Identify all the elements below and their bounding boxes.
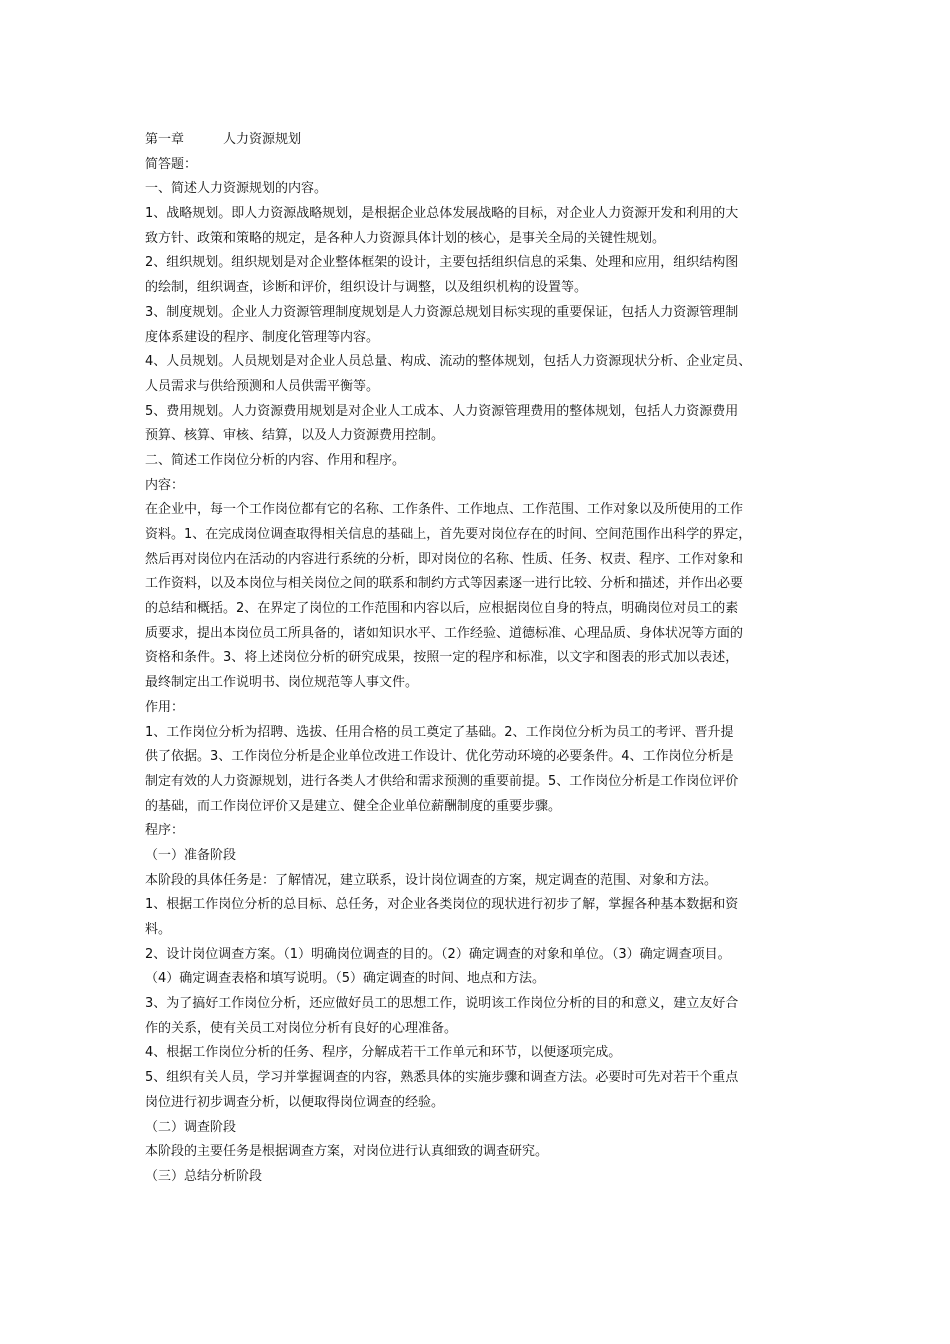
text-line: （4）确定调查表格和填写说明。（5）确定调查的时间、地点和方法。 — [145, 971, 546, 987]
text-line: 预算、核算、审核、结算，以及人力资源费用控制。 — [145, 428, 445, 444]
text-line: （一）准备阶段 — [145, 847, 237, 863]
text-lines — [145, 153, 813, 1190]
text-line: 3、制度规划。企业人力资源管理制度规划是人力资源总规划目标实现的重要保证，包括人力资源管理制 — [145, 304, 739, 320]
text-line: 的基础，而工作岗位评价又是建立、健全企业单位薪酬制度的重要步骤。 — [145, 798, 562, 814]
text-line: 作的关系，使有关员工对岗位分析有良好的心理准备。 — [145, 1020, 458, 1036]
text-line: 2、设计岗位调查方案。（1）明确岗位调查的目的。（2）确定调查的对象和单位。（3）确定调查项目。 — [145, 946, 731, 962]
text-line: 本阶段的主要任务是根据调查方案，对岗位进行认真细致的调查研究。 — [145, 1144, 549, 1160]
text-line: 供了依据。3、工作岗位分析是企业单位改进工作设计、优化劳动环境的必要条件。4、工作岗位分析是 — [145, 749, 734, 765]
text-line: 5、费用规划。人力资源费用规划是对企业人工成本、人力资源管理费用的整体规划，包括人力资源费用 — [145, 403, 739, 419]
text-line: 岗位进行初步调查分析，以便取得岗位调查的经验。 — [145, 1094, 445, 1110]
text-line: 5、组织有关人员，学习并掌握调查的内容，熟悉具体的实施步骤和调查方法。必要时可先对若干个重点 — [145, 1070, 739, 1086]
chapter-name: 人力资源规划 — [223, 132, 302, 147]
text-line: 质要求，提出本岗位员工所具备的，诸如知识水平、工作经验、道德标准、心理品质、身体状况等方面的 — [145, 625, 744, 641]
text-line: 2、组织规划。组织规划是对企业整体框架的设计，主要包括组织信息的采集、处理和应用，组织结构图 — [145, 255, 739, 271]
text-line: 简答题： — [145, 156, 198, 172]
text-line: 然后再对岗位内在活动的内容进行系统的分析，即对岗位的名称、性质、任务、权责、程序、工作对象和 — [145, 551, 744, 567]
text-line: 一、简述人力资源规划的内容。 — [145, 181, 328, 197]
text-line: 工作资料，以及本岗位与相关岗位之间的联系和制约方式等因素逐一进行比较、分析和描述，并作出必要 — [145, 576, 744, 592]
text-line: 在企业中，每一个工作岗位都有它的名称、工作条件、工作地点、工作范围、工作对象以及所使用的工作 — [145, 502, 744, 518]
text-line: 内容： — [145, 477, 185, 493]
text-line: 作用： — [145, 699, 185, 715]
text-line: 致方针、政策和策略的规定，是各种人力资源具体计划的核心，是事关全局的关键性规划。 — [145, 230, 666, 246]
text-line: 人员需求与供给预测和人员供需平衡等。 — [145, 378, 380, 394]
text-line: 料。 — [145, 922, 172, 937]
text-line: 的绘制，组织调查，诊断和评价，组织设计与调整，以及组织机构的设置等。 — [145, 280, 588, 296]
text-line: 程序： — [145, 823, 185, 839]
text-line: 制定有效的人力资源规划，进行各类人才供给和需求预测的重要前提。5、工作岗位分析是工作岗位评价 — [145, 773, 739, 789]
text-line: 3、为了搞好工作岗位分析，还应做好员工的思想工作，说明该工作岗位分析的目的和意义，建立友好合 — [145, 996, 739, 1012]
text-line: 1、根据工作岗位分析的总目标、总任务，对企业各类岗位的现状进行初步了解，掌握各种基本数据和资 — [145, 897, 739, 913]
text-line: 度体系建设的程序、制度化管理等内容。 — [145, 329, 380, 345]
text-line: 最终制定出工作说明书、岗位规范等人事文件。 — [145, 675, 419, 691]
text-line: 4、人员规划。人员规划是对企业人员总量、构成、流动的整体规划，包括人力资源现状分析、企业定员、 — [145, 354, 752, 370]
text-line: 二、简述工作岗位分析的内容、作用和程序。 — [145, 452, 406, 468]
text-line: 资格和条件。3、将上述岗位分析的研究成果，按照一定的程序和标准，以文字和图表的形式加以表述， — [145, 650, 739, 666]
text-line: （三）总结分析阶段 — [145, 1168, 263, 1184]
text-line: 本阶段的具体任务是：了解情况，建立联系，设计岗位调查的方案，规定调查的范围、对象和方法。 — [145, 872, 718, 888]
text-line: 的总结和概括。2、在界定了岗位的工作范围和内容以后，应根据岗位自身的特点，明确岗位对员工的素 — [145, 601, 739, 617]
document-body — [145, 128, 813, 1190]
text-line: 4、根据工作岗位分析的任务、程序，分解成若干工作单元和环节，以便逐项完成。 — [145, 1045, 622, 1061]
text-line: 资料。1、在完成岗位调查取得相关信息的基础上，首先要对岗位存在的时间、空间范围作出科学的界定， — [145, 527, 752, 542]
text-line: 1、工作岗位分析为招聘、选拔、任用合格的员工奠定了基础。2、工作岗位分析为员工的考评、晋升提 — [145, 724, 734, 740]
chapter-number: 第一章 — [145, 132, 185, 147]
text-line: 1、战略规划。即人力资源战略规划，是根据企业总体发展战略的目标，对企业人力资源开发和利用的大 — [145, 206, 739, 222]
text-line: （二）调查阶段 — [145, 1119, 237, 1135]
chapter-title — [145, 128, 813, 153]
